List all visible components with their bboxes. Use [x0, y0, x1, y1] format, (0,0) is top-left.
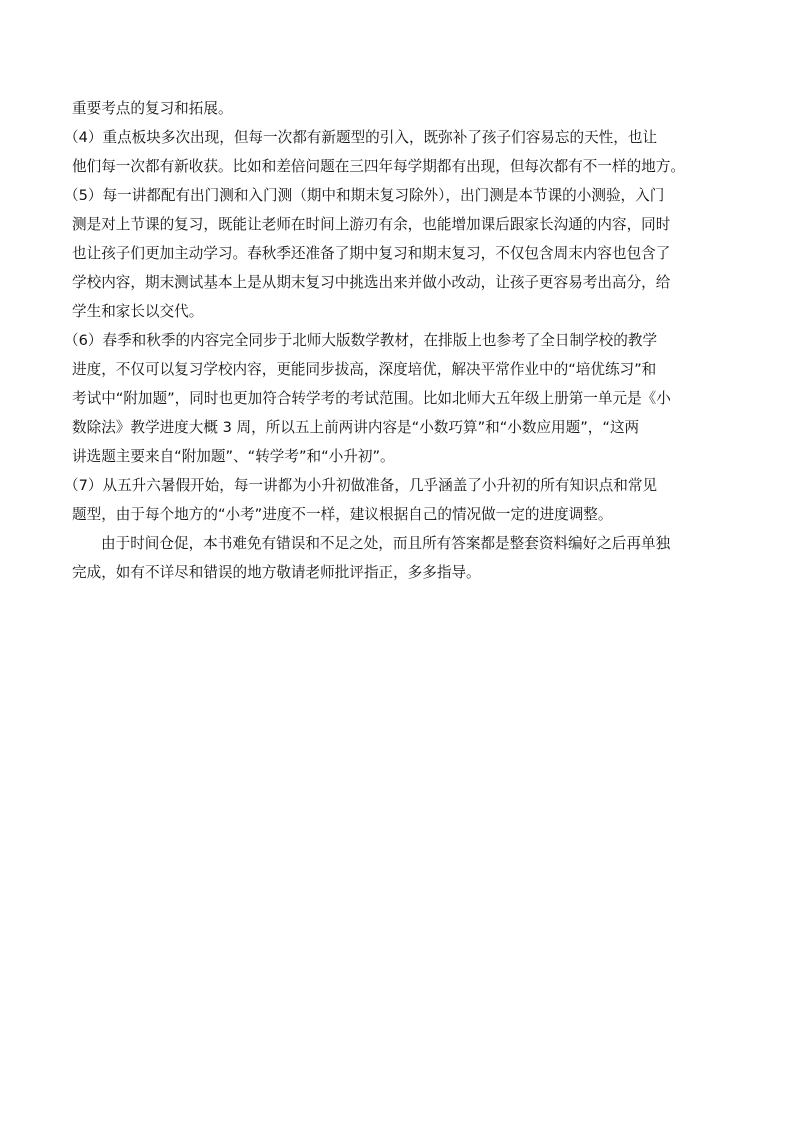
text-line: 也让孩子们更加主动学习。春秋季还准备了期中复习和期末复习，不仅包含周末内容也包含了	[72, 245, 671, 262]
text-line: 完成，如有不详尽和错误的地方敬请老师批评指正，多多指导。	[72, 564, 481, 581]
text-line: （5）每一讲都配有出门测和入门测（期中和期末复习除外），出门测是本节课的小测验，入门	[64, 187, 665, 204]
paragraph-item-4	[64, 123, 724, 181]
text-line: （4）重点板块多次出现，但每一次都有新题型的引入，既弥补了孩子们容易忘的天性，也让	[64, 129, 658, 146]
text-line: 讲选题主要来自“附加题”、“转学考”和“小升初”。	[72, 448, 395, 465]
text-line: 题型，由于每个地方的“小考”进度不一样，建议根据自己的情况做一定的进度调整。	[72, 506, 613, 523]
text-line: 学生和家长以交代。	[72, 303, 204, 320]
text-line: （7）从五升六暑假开始，每一讲都为小升初做准备，几乎涵盖了小升初的所有知识点和常见	[64, 477, 658, 494]
text-line: 学校内容，期末测试基本上是从期末复习中挑选出来并做小改动，让孩子更容易考出高分，给	[72, 274, 671, 291]
text-line: 考试中“附加题”，同时也更加符合转学考的考试范围。比如北师大五年级上册第一单元是《小	[72, 390, 671, 407]
text-line: 由于时间仓促，本书难免有错误和不足之处，而且所有答案都是整套资料编好之后再单独	[101, 535, 671, 552]
paragraph-item-5	[64, 181, 724, 326]
paragraph-continuation	[72, 94, 724, 123]
paragraph-item-6	[64, 326, 724, 471]
text-line: 数除法》教学进度大概 3 周，所以五上前两讲内容是“小数巧算”和“小数应用题”，“这两	[72, 419, 640, 436]
text-line: 测是对上节课的复习，既能让老师在时间上游刃有余，也能增加课后跟家长沟通的内容，同时	[72, 216, 671, 233]
paragraph-item-7	[64, 471, 724, 529]
text-line: 重要考点的复习和拓展。	[72, 100, 233, 117]
paragraph-closing	[72, 529, 724, 587]
text-line: 进度，不仅可以复习学校内容，更能同步拔高，深度培优，解决平常作业中的“培优练习”和	[72, 361, 657, 378]
document-page	[64, 94, 724, 587]
text-line: （6）春季和秋季的内容完全同步于北师大版数学教材，在排版上也参考了全日制学校的教学	[64, 332, 658, 349]
text-line: 他们每一次都有新收获。比如和差倍问题在三四年每学期都有出现，但每次都有不一样的地方。	[72, 158, 685, 175]
